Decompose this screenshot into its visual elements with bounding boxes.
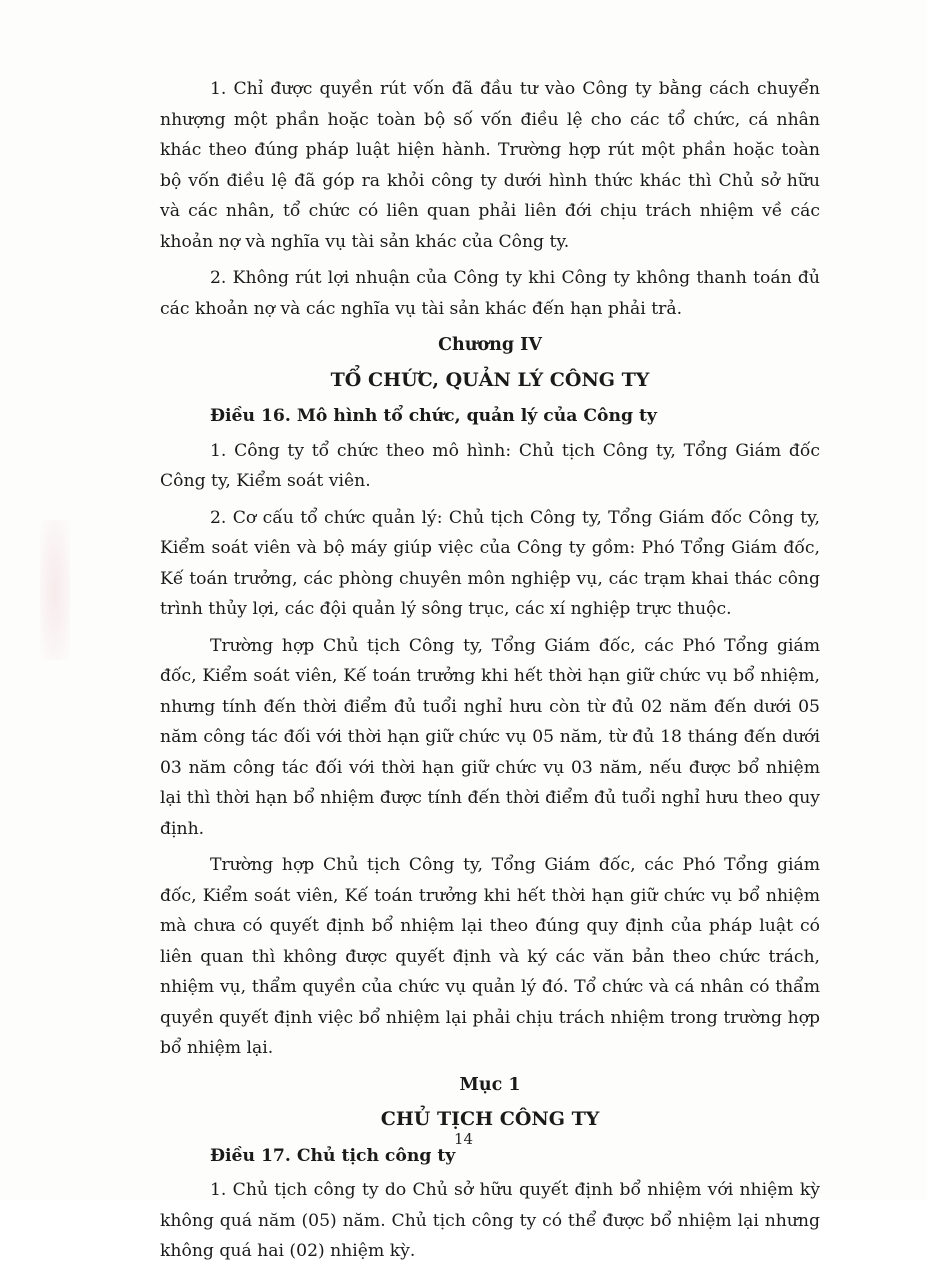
paragraph: 1. Công ty tổ chức theo mô hình: Chủ tịch Công ty, Tổng Giám đốc Công ty, Kiểm soát viên. xyxy=(160,440,820,491)
paragraph: 1. Chủ tịch công ty do Chủ sở hữu quyết định bổ nhiệm với nhiệm kỳ không quá năm (05) năm. Chủ tịch công ty có thể được bổ nhiệm lại nhưng không quá hai (02) nhiệm kỳ. xyxy=(160,1180,820,1261)
section-title: CHỦ TỊCH CÔNG TY xyxy=(380,1108,600,1130)
paragraph: Trường hợp Chủ tịch Công ty, Tổng Giám đốc, các Phó Tổng giám đốc, Kiểm soát viên, Kế toán trưởng khi hết thời hạn giữ chức vụ bổ nhiệm, nhưng tính đến thời điểm đủ tuổi nghỉ hưu còn từ đủ 02 năm đến dưới 05 năm công tác đối với thời hạn giữ chức vụ 05 năm, từ đủ 18 tháng đến dưới 03 năm công tác đối với thời hạn giữ chức vụ 03 năm, nếu được bổ nhiệm lại thì thời hạn bổ nhiệm được tính đến thời điểm đủ tuổi nghỉ hưu theo quy định. xyxy=(160,635,820,839)
article-heading: Điều 16. Mô hình tổ chức, quản lý của Công ty xyxy=(210,406,657,426)
paragraph: 1. Chỉ được quyền rút vốn đã đầu tư vào Công ty bằng cách chuyển nhượng một phần hoặc toàn bộ số vốn điều lệ cho các tổ chức, cá nhân khác theo đúng pháp luật hiện hành. Trường hợp rút một phần hoặc toàn bộ vốn điều lệ đã góp ra khỏi công ty dưới hình thức khác thì Chủ sở hữu và các nhân, tổ chức có liên quan phải liên đới chịu trách nhiệm về các khoản nợ và nghĩa vụ tài sản khác của Công ty. xyxy=(160,79,820,252)
section-label: Mục 1 xyxy=(459,1074,521,1095)
chapter-title: TỔ CHỨC, QUẢN LÝ CÔNG TY xyxy=(330,368,650,391)
paper-stain xyxy=(40,520,70,660)
paragraph: 2. Cơ cấu tổ chức quản lý: Chủ tịch Công ty, Tổng Giám đốc Công ty, Kiểm soát viên và bộ máy giúp việc của Công ty gồm: Phó Tổng Giám đốc, Kế toán trưởng, các phòng chuyên môn nghiệp vụ, các trạm khai thác công trình thủy lợi, các đội quản lý sông trục, các xí nghiệp trực thuộc. xyxy=(160,507,820,619)
chapter-label: Chương IV xyxy=(438,335,542,355)
paragraph: 2. Không rút lợi nhuận của Công ty khi Công ty không thanh toán đủ các khoản nợ và các nghĩa vụ tài sản khác đến hạn phải trả. xyxy=(160,268,820,319)
page-number: 14 xyxy=(453,1130,474,1148)
document-body xyxy=(160,74,820,1273)
article-heading: Điều 17. Chủ tịch công ty xyxy=(210,1145,456,1166)
paragraph: Trường hợp Chủ tịch Công ty, Tổng Giám đốc, các Phó Tổng giám đốc, Kiểm soát viên, Kế toán trưởng khi hết thời hạn giữ chức vụ bổ nhiệm mà chưa có quyết định bổ nhiệm lại theo đúng quy định của pháp luật có liên quan thì không được quyết định và ký các văn bản theo chức trách, nhiệm vụ, thẩm quyền của chức vụ quản lý đó. Tổ chức và cá nhân có thẩm quyền quyết định việc bổ nhiệm lại phải chịu trách nhiệm trong trường hợp bổ nhiệm lại. xyxy=(160,855,820,1058)
